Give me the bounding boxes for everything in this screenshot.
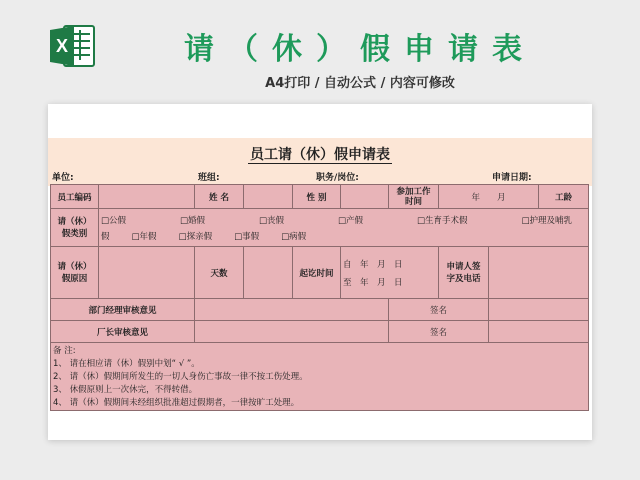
- option-sick-leave[interactable]: □病假: [281, 231, 307, 242]
- option-nursing-leave[interactable]: □护理及哺乳: [521, 215, 572, 226]
- reason-label: 请（休） 假原因: [51, 247, 99, 299]
- manager-sign-cell[interactable]: [489, 299, 589, 321]
- page-title: 请（休）假申请表: [184, 32, 536, 67]
- table-row: [51, 299, 589, 321]
- factory-sign-label: 签名: [389, 321, 489, 343]
- option-surgery-leave[interactable]: □生育手术假: [416, 215, 468, 226]
- manager-review-cell[interactable]: [195, 299, 389, 321]
- emp-no-cell[interactable]: [99, 185, 195, 209]
- note-line: 3、 休假原则上一次休完，不得转借。: [53, 385, 198, 395]
- reason-cell[interactable]: [99, 247, 195, 299]
- name-cell[interactable]: [244, 185, 293, 209]
- factory-review-label: 厂长审核意见: [51, 321, 195, 343]
- days-cell[interactable]: [244, 247, 293, 299]
- position-label: 职务/岗位:: [316, 173, 359, 183]
- period-cell[interactable]: [341, 247, 439, 299]
- option-nursing-leave-cont: 假: [101, 231, 110, 242]
- period-to: 至 年 月 日: [343, 277, 403, 288]
- note-line: 4、 请（休）假期间未经组织批准超过假期者，一律按旷工处理。: [53, 398, 300, 408]
- option-funeral-leave[interactable]: □丧假: [258, 215, 284, 226]
- leave-type-label: 请（休） 假类别: [51, 209, 99, 247]
- name-label: 姓 名: [195, 185, 244, 209]
- emp-no-label: 员工编码: [51, 185, 99, 209]
- option-annual-leave[interactable]: □年假: [131, 231, 157, 242]
- manager-sign-label: 签名: [389, 299, 489, 321]
- unit-label: 单位:: [52, 173, 74, 183]
- join-time-cell[interactable]: 年 月: [439, 185, 539, 209]
- leave-type-options: [99, 209, 589, 247]
- signer-label: 申请人签 字及电话: [439, 247, 489, 299]
- excel-logo-icon: [46, 20, 98, 72]
- table-row: [51, 321, 589, 343]
- spreadsheet-preview: [48, 104, 592, 440]
- gender-cell[interactable]: [341, 185, 389, 209]
- join-time-label: 参加工作 时间: [389, 185, 439, 209]
- notes-title: 备 注:: [53, 346, 76, 356]
- page-header: [0, 0, 640, 100]
- team-label: 班组:: [198, 173, 220, 183]
- notes-cell: [51, 343, 589, 411]
- table-row: [51, 343, 589, 411]
- period-from: 自 年 月 日: [343, 259, 403, 270]
- factory-review-cell[interactable]: [195, 321, 389, 343]
- period-label: 起讫时间: [293, 247, 341, 299]
- gender-label: 性 别: [293, 185, 341, 209]
- option-marriage-leave[interactable]: □婚假: [179, 215, 206, 226]
- factory-sign-cell[interactable]: [489, 321, 589, 343]
- option-family-leave[interactable]: □探亲假: [178, 231, 213, 242]
- age-label: 工龄: [539, 185, 589, 209]
- note-line: 1、 请在相应请（休）假别中划“ √ ”。: [53, 359, 200, 369]
- days-label: 天数: [195, 247, 244, 299]
- option-public-leave[interactable]: □公假: [101, 215, 127, 226]
- apply-date-label: 申请日期:: [492, 173, 532, 183]
- note-line: 2、 请（休）假期间所发生的一切人身伤亡事故一律不按工伤处理。: [53, 372, 308, 382]
- option-maternity-leave[interactable]: □产假: [337, 215, 363, 226]
- form-title-text: 员工请（休）假申请表: [250, 147, 390, 163]
- leave-form-table: [50, 184, 589, 411]
- page-subtitle: A4打印 / 自动公式 / 内容可修改: [265, 76, 455, 91]
- option-personal-leave[interactable]: □事假: [234, 231, 260, 242]
- table-row: [51, 185, 589, 209]
- form-title: [48, 144, 592, 164]
- table-row: [51, 247, 589, 299]
- signer-cell[interactable]: [489, 247, 589, 299]
- table-row: [51, 209, 589, 247]
- manager-review-label: 部门经理审核意见: [51, 299, 195, 321]
- svg-text:X: X: [55, 36, 69, 56]
